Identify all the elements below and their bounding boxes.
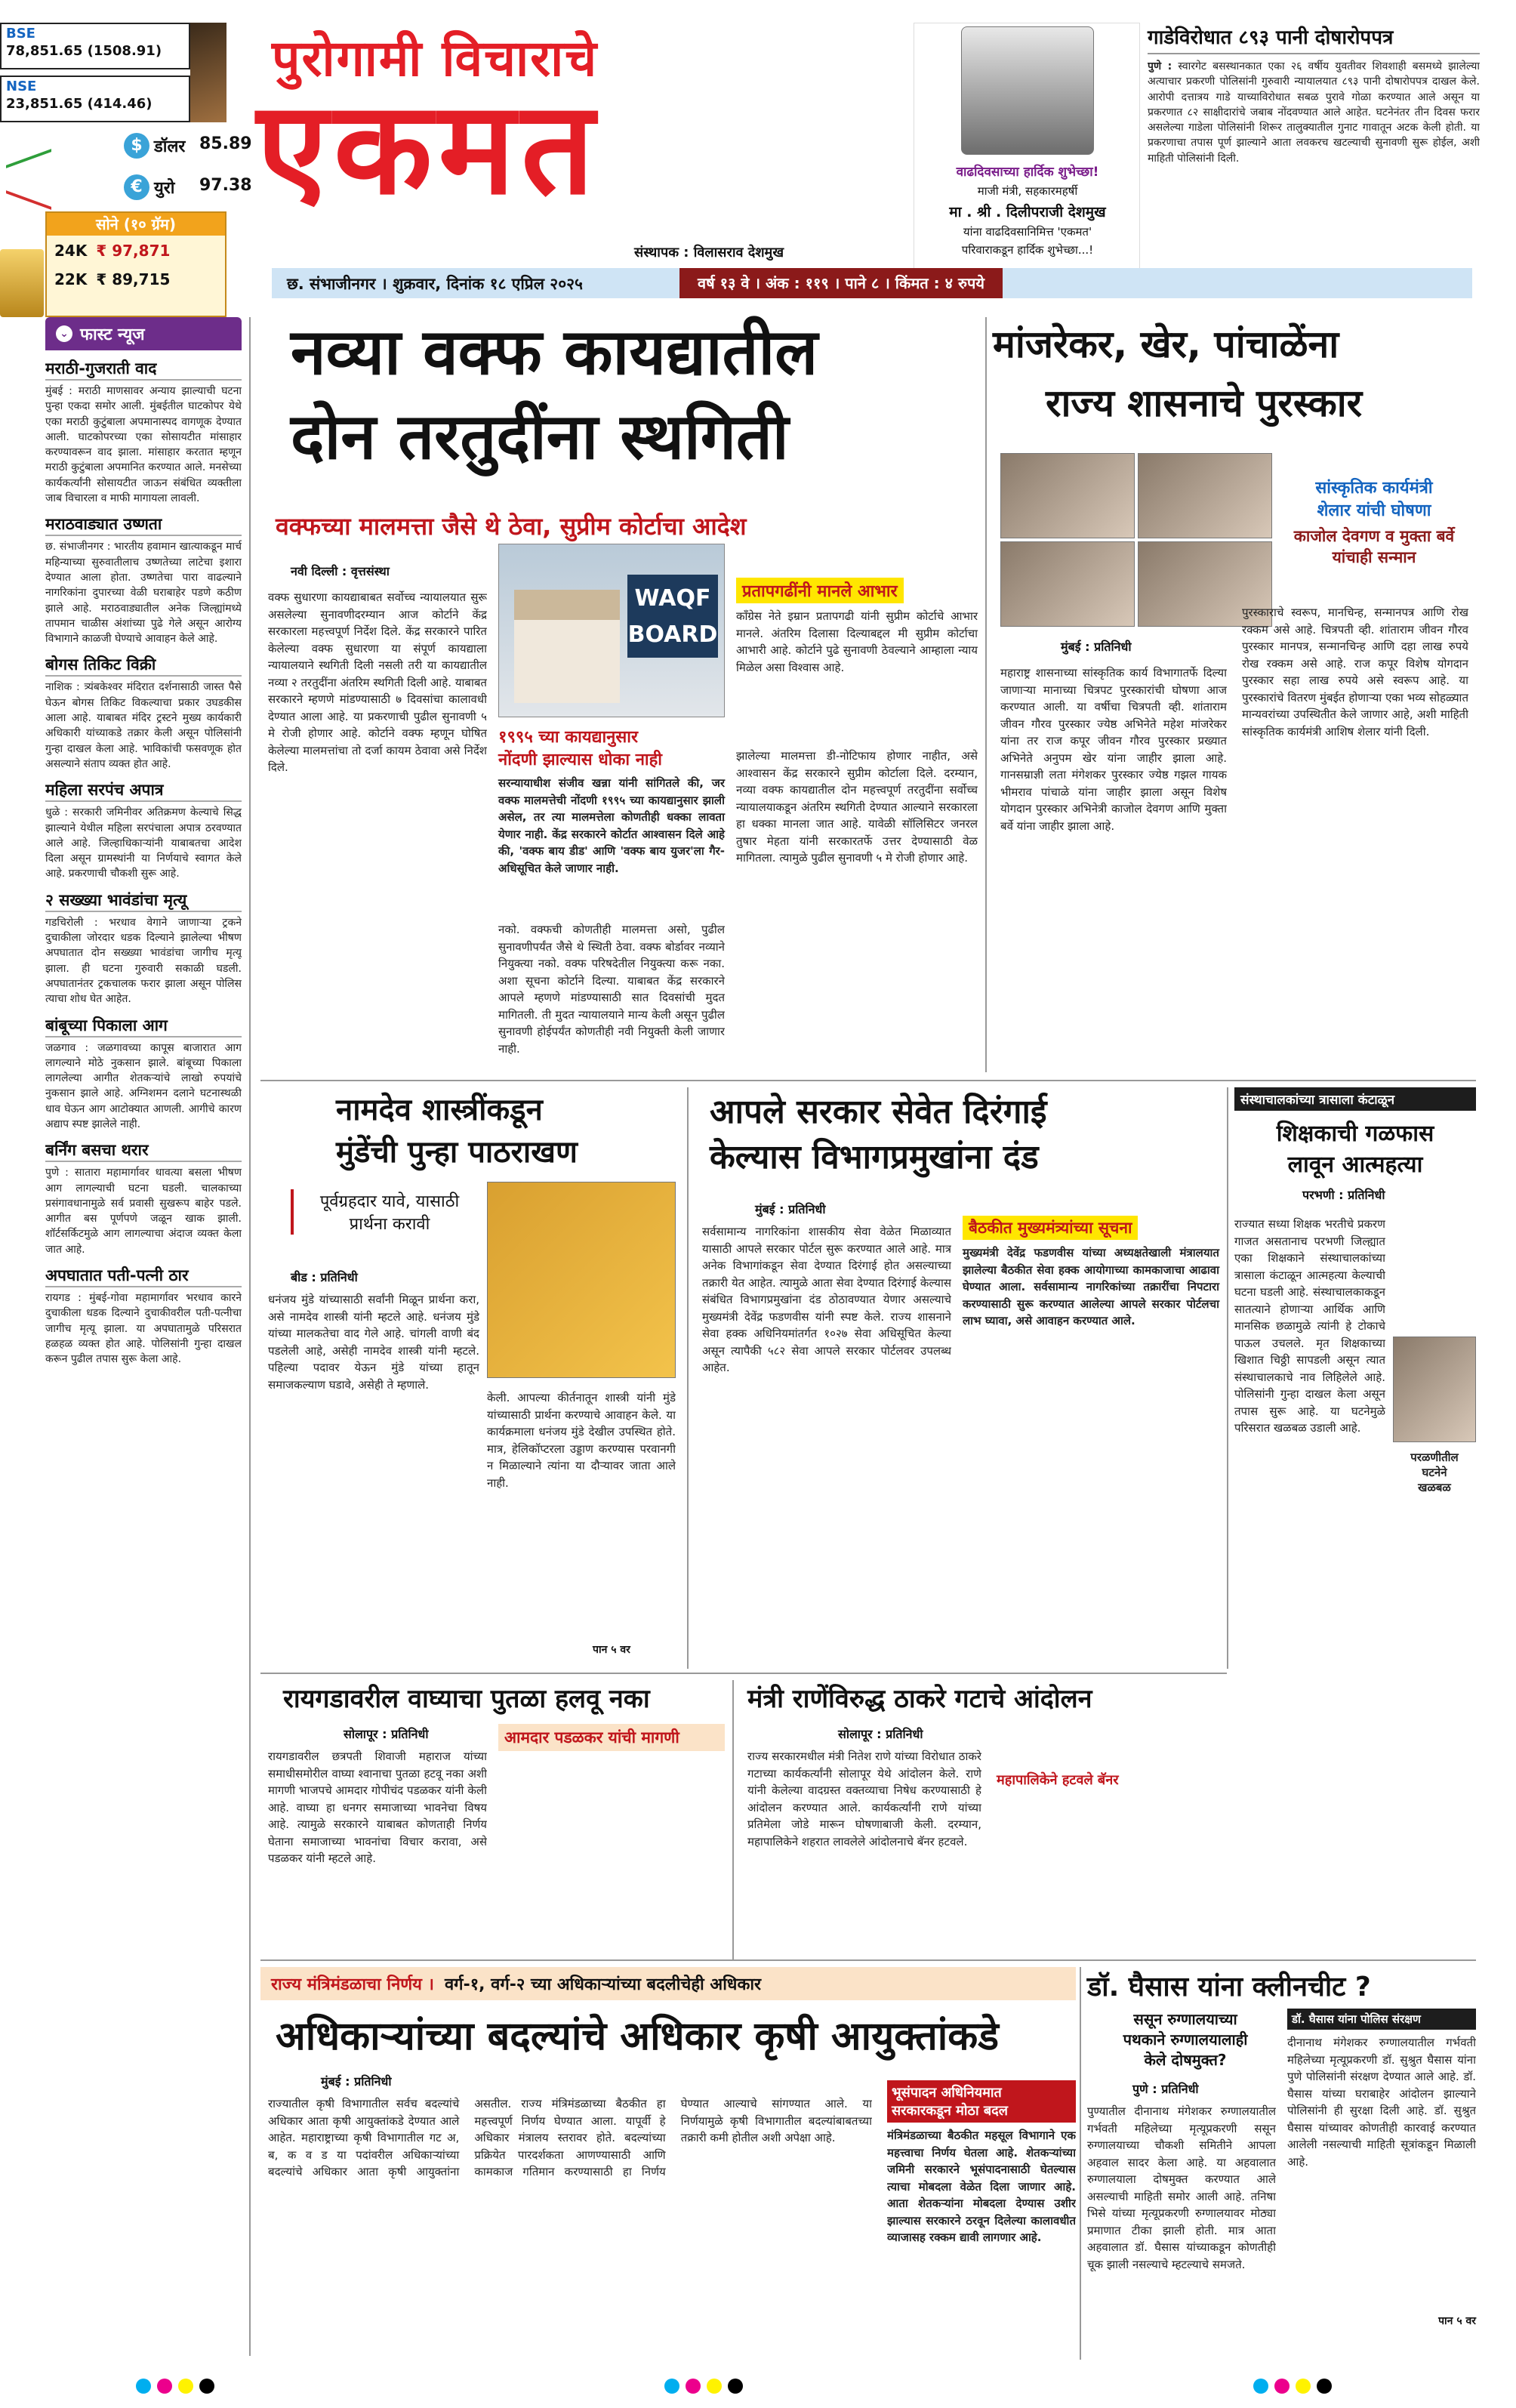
dollar-label: डॉलर: [154, 137, 186, 156]
divider: [687, 1087, 689, 1669]
ghaisas-subhead: [1087, 2009, 1283, 2070]
fast-news-item-title: बोगस तिकिट विक्री: [45, 654, 242, 677]
euro-icon: €: [124, 174, 149, 200]
top-right-text: स्वारगेट बसस्थानकात एका २६ वर्षीय युवतीवर शिवशाही बसमध्ये झालेल्या अत्याचार प्रकरणी पोलिसांनी गुरुवारी न्यायालयात ८९३ पानी दोषारोपपत्र दाखल केले. आरोपी दत्तात्रय गाडे याच्याविरोधात सबळ पुरावे गोळा करण्यात आले असून या प्रकरणात ८२ साक्षीदारांचे जबाब नोंदवण्यात आले आहेत. घटनेनंतर तीन दिवस फरार असलेल्या गाडेला पोलिसांनी शिरूर तालुक्यातील गुनाट गावातून अटक केली होती. या प्रकरणाचा तपास पूर्ण झाल्याने आता लवकरच खटल्याची सुनावणी सुरू होईल, अशी माहिती पोलिसांनी दिली.: [1148, 60, 1480, 165]
land-inset-title-1: भूसंपादन अधिनियमात: [892, 2085, 1002, 2101]
lead-inset-title-1: १९९५ च्या कायद्यानुसार: [498, 728, 638, 747]
fast-news-item: [45, 1139, 242, 1257]
land-inset: [887, 2080, 1076, 2352]
namdev-story: [260, 1087, 683, 1676]
teacher-caption-3: खळबळ: [1418, 1481, 1451, 1494]
teacher-kicker: संस्थाचालकांच्या त्रासाला कंटाळून: [1234, 1087, 1476, 1111]
chevron-down-icon: ⌄: [56, 325, 72, 342]
fast-news-item-text: धुळे : सरकारी जमिनीवर अतिक्रमण केल्याचे सिद्ध झाल्याने येथील महिला सरपंचाला अपात्र ठरवण्यात आले आहे. जिल्हाधिकाऱ्यांनी याबाबतचा आदेश दिला असून ग्रामस्थांनी या निर्णयाचे स्वागत केले आहे. प्रकरणाची चौकशी सुरू आहे.: [45, 806, 242, 880]
ghaisas-subhead-2: पथकाने रुग्णालयालाही: [1123, 2030, 1248, 2049]
masthead: [242, 23, 906, 264]
fast-news-list: [45, 350, 242, 1367]
registration-marks: [1253, 2379, 1332, 2394]
issue-info: वर्ष १३ वे । अंक : ११९ । पाने ८ । किंमत : ४ रुपये: [679, 268, 1003, 298]
rane-story: [740, 1680, 1223, 1959]
divider: [260, 1673, 1227, 1674]
cabinet-byline: मुंबई : प्रतिनिधी: [321, 2074, 392, 2089]
birthday-name: मा . श्री . दिलीपराजी देशमुख: [949, 204, 1106, 220]
service-story: [695, 1087, 1223, 1676]
awards-side-1: सांस्कृतिक कार्यमंत्री: [1315, 479, 1433, 498]
bse-box: [0, 23, 190, 69]
cabinet-text: राज्यातील कृषी विभागातील सर्वच बदल्यांचे अधिकार आता कृषी आयुक्तांकडे देण्यात आले आहेत. महाराष्ट्राच्या कृषी विभागातील गट अ, ब, क व ड या पदांवरील अधिकाऱ्यांच्या बदल्यांचे अधिकार आता कृषी आयुक्तांना असतील. राज्य मंत्रिमंडळाच्या बैठकीत हा महत्त्वपूर्ण निर्णय घेण्यात आला. यापूर्वी हे अधिकार मंत्रालय स्तरावर होते. बदल्यांच्या प्रक्रियेत पारदर्शकता आणण्यासाठी आणि कामकाज गतिमान करण्यासाठी हा निर्णय घेण्यात आल्याचे सांगण्यात आले. या निर्णयामुळे कृषी विभागातील बदल्यांबाबतच्या तक्रारी कमी होतील अशी अपेक्षा आहे.: [268, 2097, 872, 2178]
fast-news-item-title: मराठवाड्यात उष्णता: [45, 513, 242, 536]
namdev-col1: धनंजय मुंडे यांच्यासाठी सर्वांनी मिळून प्रार्थना करा, असे नामदेव शास्त्री यांनी म्हटले आहे. धनंजय मुंडे यांच्या मालकतेचा वाद गेले आहे. चांगली वाणी बंद पडलेली आहे, असेही नामदेव शास्त्री यांनी म्हटले. पहिल्या पदावर येऊन मुंडे यांच्या हातून समाजकल्याण घडावे, असेही ते म्हणाले.: [268, 1293, 479, 1392]
namdev-headline-1: नामदेव शास्त्रींकडून: [336, 1093, 543, 1127]
gold-24k-value: ₹ 97,871: [96, 242, 171, 260]
ghaisas-story: [1087, 1967, 1476, 2360]
raigad-text: रायगडावरील छत्रपती शिवाजी महाराज यांच्या समाधीसमोरील वाघ्या श्वानाचा पुतळा हटवू नका अशी मागणी भाजपचे आमदार गोपीचंद पडळकर यांनी केली आहे. वाघ्या हा धनगर समाजाच्या भावनेचा विषय आहे. त्यामुळे सरकारने याबाबत कोणताही निर्णय घेताना समाजाच्या भावनांचा विचार करावा, असे पडळकर यांनी म्हटले आहे.: [268, 1750, 487, 1865]
fast-news-item: [45, 1015, 242, 1133]
ghaisas-continued: पान ५ वर: [1438, 2315, 1476, 2327]
cabinet-kicker-text: वर्ग-१, वर्ग-२ च्या अधिकाऱ्यांच्या बदलीचेही अधिकार: [444, 1975, 762, 1994]
lead-headline-1: नव्या वक्फ कायद्यातील: [291, 315, 818, 389]
waqf-sign-text-1: WAQF: [634, 585, 711, 612]
birthday-line1: माजी मंत्री, सहकारमहर्षी: [977, 184, 1078, 198]
up-arrow-icon: [6, 125, 51, 168]
bse-value: 78,851.65 (1508.91): [6, 43, 162, 59]
service-text: सर्वसामान्य नागरिकांना शासकीय सेवा वेळेत मिळाव्यात यासाठी आपले सरकार पोर्टल सुरू करण्यात आले आहे. मात्र अनेक विभागांकडून सेवा देण्यात दिरंगाई होत असल्याच्या तक्रारी येत आहेत. त्यामुळे आता सेवा देण्यात दिरंगाई केल्यास संबंधित विभागप्रमुखांना दंड ठोठावण्यात येणार असल्याचे मुख्यमंत्री देवेंद्र फडणवीस यांनी स्पष्ट केले. राज्य शासनाने सेवा हक्क अधिनियमांतर्गत १०२७ सेवा अधिसूचित केल्या असून त्यापैकी ५८२ सेवा आपले सरकार पोर्टलवर उपलब्ध आहेत.: [702, 1225, 951, 1374]
rane-byline: सोलापूर : प्रतिनिधी: [838, 1727, 923, 1741]
euro-label: युरो: [154, 179, 175, 198]
bse-label: BSE: [6, 26, 35, 42]
gold-22k: [47, 266, 225, 293]
fast-news-item-text: मुंबई : मराठी माणसावर अन्याय झाल्याची घटना पुन्हा एकदा समोर आली. मुंबईतील घाटकोपर येथे एका मराठी कुटुंबाला अपमानास्पद वागणूक देण्यात आली. घाटकोपरच्या एका सोसायटीत मांसाहार करण्यावरून वाद झाला. मांसाहार करतात म्हणून मराठी कुटुंबाला अपमानित करण्यात आले. मनसेच्या कार्यकर्त्यांनी सोसायटीत जाऊन संबंधित व्यक्तीला जाब विचारला व माफी मागायला लावली.: [45, 385, 242, 505]
raigad-inset-title: आमदार पडळकर यांची मागणी: [498, 1724, 725, 1751]
awards-story: [993, 317, 1476, 1080]
awards-side-2: शेलार यांची घोषणा: [1317, 501, 1431, 520]
top-right-title: गाडेविरोधात ८९३ पानी दोषारोपपत्र: [1148, 23, 1480, 54]
awardee-photo: [1000, 453, 1135, 538]
fast-news-header: [45, 317, 242, 350]
service-headline-1: आपले सरकार सेवेत दिरंगाई: [710, 1093, 1047, 1131]
fast-news-item-title: अपघातात पती-पत्नी ठार: [45, 1265, 242, 1287]
masthead-tagline: पुरोगामी विचाराचे: [272, 29, 599, 88]
awards-byline: मुंबई : प्रतिनिधी: [1061, 640, 1132, 654]
ghaisas-headline: डॉ. घैसास यांना क्लीनचीट ?: [1087, 1972, 1371, 2003]
awards-col2: पुरस्काराचे स्वरूप, मानचिन्ह, सन्मानपत्र आणि रोख रक्कम असे आहे. चित्रपती व्ही. शांताराम जीवन गौरव पुरस्कार मानपत्र, सन्मानचिन्ह आणि दहा लाख रुपये रोख रक्कम असे आहे. राज कपूर विशेष योगदान पुरस्कार सहा लाख रुपये असे स्वरूप आहे. या पुरस्कारांचे वितरण मुंबईत होणाऱ्या एका भव्य सोहळ्यात मान्यवरांच्या उपस्थितीत केले जाणार आहे, अशी माहिती सांस्कृतिक कार्यमंत्री आशिष शेलार यांनी दिली.: [1242, 606, 1468, 738]
registration-marks: [136, 2379, 214, 2394]
market-panel: [0, 23, 252, 288]
euro-row: [0, 170, 252, 206]
cabinet-kicker-label: राज्य मंत्रिमंडळाचा निर्णय ।: [271, 1975, 434, 1994]
birthday-heading: वाढदिवसाच्या हार्दिक शुभेच्छा!: [956, 165, 1099, 180]
ghaisas-side-text: दीनानाथ मंगेशकर रुग्णालयातील गर्भवती महिलेच्या मृत्यूप्रकरणी डॉ. सुश्रुत घैसास यांना पुणे पोलिसांनी संरक्षण देण्यात आले आहे. डॉ. घैसास यांच्या घराबाहेर आंदोलन झाल्याने पोलिसांनी ही सुरक्षा दिली आहे. डॉ. सुश्रुत घैसास यांच्यावर कोणतीही कारवाई करण्यात आलेली नसल्याची माहिती सूत्रांकडून मिळाली आहे.: [1287, 2036, 1476, 2169]
dollar-value: 85.89: [199, 134, 252, 153]
lead-byline: नवी दिल्ली : वृत्तसंस्था: [291, 564, 390, 578]
court-building: [514, 590, 620, 703]
gold-label: सोने (१० ग्रॅम): [47, 213, 225, 236]
cm-box: [963, 1216, 1219, 1646]
awardee-photo: [1138, 453, 1272, 538]
lead-inset: [498, 725, 725, 914]
land-inset-title-2: सरकारकडून मोठा बदल: [892, 2103, 1008, 2119]
divider: [1080, 1967, 1081, 2360]
fast-news-item: [45, 1265, 242, 1367]
lead-col1: वक्फ सुधारणा कायद्याबाबत सर्वोच्च न्यायालयात सुरू असलेल्या सुनावणीदरम्यान आज कोर्टाने केंद्र सरकारला महत्त्वपूर्ण निर्देश दिले. केंद्र सरकारने पारित केलेल्या वक्फ सुधारणा या संपूर्ण कायद्याला न्यायालयाने स्थगिती दिली नसली तरी या कायद्यातील नव्या २ तरतुदींना अंतरिम स्थगिती दिली आहे. याबाबत सरकारने म्हणणे मांडण्यासाठी ७ दिवसांचा कालावधी देण्यात आला आहे. या प्रकरणाची पुढील सुनावणी ५ मे रोजी होणार आहे. कोर्टाने वक्फ म्हणून घोषित केलेल्या मालमत्तांचा तो दर्जा कायम ठेवावा असे निर्देश दिले.: [268, 590, 487, 774]
teacher-caption: [1393, 1450, 1476, 1495]
awards-side-3: काजोल देवगण व मुक्ता बर्वे: [1293, 527, 1455, 545]
land-inset-text: मंत्रिमंडळाच्या बैठकीत महसूल विभागाने एक महत्त्वाचा निर्णय घेतला आहे. शेतकऱ्यांच्या जमिनी सरकारने भूसंपादनासाठी घेतल्यास त्याचा मोबदला वेळेत दिला जाणार आहे. आता शेतकऱ्यांना मोबदला देण्यास उशीर झाल्यास सरकारने ठरवून दिलेल्या कालावधीत व्याजासह रक्कम द्यावी लागणार आहे.: [887, 2129, 1076, 2244]
divider: [260, 1959, 1476, 1961]
namdev-headline-2: मुंडेंची पुन्हा पाठराखण: [336, 1135, 578, 1170]
lead-subhead: वक्फच्या मालमत्ता जैसे थे ठेवा, सुप्रीम कोर्टाचा आदेश: [276, 512, 747, 541]
rane-inset-title: महापालिकेने हटवले बॅनर: [997, 1772, 1119, 1788]
awards-col1: महाराष्ट्र शासनाच्या सांस्कृतिक कार्य विभागातर्फे दिल्या जाणाऱ्या मानाच्या चित्रपट पुरस्कारांची घोषणा आज करण्यात आली. या वर्षीचा चित्रपती व्ही. शांताराम जीवन गौरव पुरस्कार ज्येष्ठ अभिनेते महेश मांजरेकर यांना तर राज कपूर जीवन गौरव पुरस्कार प्रख्यात अभिनेते अनुपम खेर यांना जाहीर झाला आहे. गानसम्राज्ञी लता मंगेशकर पुरस्कार ज्येष्ठ गझल गायक भीमराव पांचाळे यांना जाहीर झाला असून विशेष योगदान पुरस्कार अभिनेत्री काजोल देवगण आणि मुक्ता बर्वे यांना जाहीर झाला आहे.: [1000, 666, 1227, 833]
fast-news-item-title: महिला सरपंच अपात्र: [45, 779, 242, 802]
cm-text: मुख्यमंत्री देवेंद्र फडणवीस यांच्या अध्यक्षतेखाली मंत्रालयात झालेल्या बैठकीत सेवा हक्क आयोगाच्या कामकाजाचा आढावा घेण्यात आला. सर्वसामान्य नागरिकांच्या तक्रारींचा निपटारा करण्यासाठी सुरू करण्यात आलेल्या आपले सरकार पोर्टलचा लाभ घ्यावा, असे आवाहन करण्यात आले.: [963, 1246, 1219, 1327]
fast-news-item: [45, 779, 242, 881]
gold-22k-value: ₹ 89,715: [96, 270, 171, 288]
ghaisas-side: [1287, 2009, 1476, 2356]
raigad-headline: रायगडावरील वाघ्याचा पुतळा हलवू नका: [283, 1684, 650, 1714]
ghaisas-text: पुण्यातील दीनानाथ मंगेशकर रुग्णालयातील गर्भवती महिलेच्या मृत्यूप्रकरणी ससून रुग्णालयाच्या चौकशी समितीने आपला अहवाल सादर केला आहे. या अहवालात रुग्णालयाला दोषमुक्त करण्यात आले असल्याची माहिती समोर आली आहे. तनिषा भिसे यांच्या मृत्यूप्रकरणी रुग्णालयावर मोठ्या प्रमाणात टीका झाली होती. मात्र आता अहवालात डॉ. घैसास यांच्याकडून कोणतीही चूक झाली नसल्याचे म्हटल्याचे समजते.: [1087, 2104, 1276, 2271]
nse-box: [0, 76, 190, 122]
teacher-photo: [1393, 1337, 1476, 1442]
birthday-line3: परिवाराकडून हार्दिक शुभेच्छा...!: [961, 243, 1094, 257]
birthday-photo: [961, 26, 1094, 155]
birthday-line2: यांना वाढदिवसानिमित्त 'एकमत': [963, 225, 1092, 239]
rane-headline: मंत्री राणेंविरुद्ध ठाकरे गटाचे आंदोलन: [747, 1684, 1092, 1714]
fast-news-item-title: मराठी-गुजराती वाद: [45, 358, 242, 381]
gold-22k-label: 22K: [54, 270, 88, 288]
pratap-box: [736, 578, 978, 736]
namdev-subhead: [291, 1189, 479, 1235]
divider: [249, 317, 251, 2356]
fast-news-item-title: बांबूच्या पिकाला आग: [45, 1015, 242, 1038]
fast-news-item-title: बर्निंग बसचा थरार: [45, 1139, 242, 1162]
teacher-story: [1234, 1087, 1476, 1676]
fast-news-item-text: जळगाव : जळगावच्या कापूस बाजारात आग लागल्याने मोठे नुकसान झाले. बांबूच्या पिकाला लागलेल्या आगीत शेतकऱ्यांचे लाखो रुपयांचे नुकसान झाले आहे. अग्निशमन दलाने घटनास्थळी धाव घेऊन आग आटोक्यात आणली. आगीचे कारण अद्याप स्पष्ट झालेले नाही.: [45, 1041, 242, 1130]
namdev-subhead-2: प्रार्थना करावी: [349, 1215, 430, 1234]
lead-col3: झालेल्या मालमत्ता डी-नोटिफाय होणार नाहीत, असे आश्वासन केंद्र सरकारने सुप्रीम कोर्टाला दिले. दरम्यान, नव्या वक्फ कायद्यातील दोन महत्त्वपूर्ण तरतुदींना सर्वोच्च न्यायालयाकडून अंतरिम स्थगिती देण्यात आल्याने सरकारला हा धक्का मानला जात आहे. यावेळी सॉलिसिटर जनरल तुषार मेहता यांनी सरकारतर्फे उत्तर देण्यासाठी वेळ मागितला. त्यामुळे पुढील सुनावणी ५ मे रोजी होणार आहे.: [736, 749, 978, 865]
namdev-subhead-1: पूर्वग्रहदार यावे, यासाठी: [319, 1192, 460, 1211]
raigad-inset: [498, 1724, 725, 1751]
top-right-story: [1148, 23, 1480, 264]
raigad-story: [260, 1680, 729, 1959]
fast-news-item-text: नाशिक : त्र्यंबकेश्वर मंदिरात दर्शनासाठी जास्त पैसे घेऊन बोगस तिकिट विकल्याचा प्रकार उघडकीस आला आहे. याबाबत मंदिर ट्रस्टने मुख्य कार्यकारी अधिकारी यांच्याकडे तक्रार केली असून पोलिसांनी गुन्हा दाखल केला आहे. भाविकांची फसवणूक होत असल्याने संताप व्यक्त होत आहे.: [45, 681, 242, 770]
divider: [260, 1080, 1476, 1081]
cabinet-story: [260, 1967, 1076, 2360]
gold-box: [45, 211, 226, 317]
dollar-row: [0, 128, 252, 165]
teacher-byline: परभणी : प्रतिनिधी: [1302, 1188, 1385, 1202]
ghaisas-subhead-1: ससून रुग्णालयाच्या: [1133, 2010, 1237, 2028]
raigad-byline: सोलापूर : प्रतिनिधी: [344, 1727, 429, 1741]
teacher-headline-2: लावून आत्महत्या: [1287, 1152, 1423, 1178]
bull-image: [190, 23, 226, 122]
fast-news-column: [45, 317, 242, 2356]
fast-news-item: [45, 654, 242, 772]
pratap-text: काँग्रेस नेते इम्रान प्रतापगढी यांनी सुप्रीम कोर्टाचे आभार मानले. अंतरिम दिलासा दिल्याबद्दल मी सुप्रीम कोर्टाचा आभारी आहे. कोर्टाने पुढे सुनावणी ठेवल्याने आम्हाला न्याय मिळेल असा विश्वास आहे.: [736, 609, 978, 674]
fast-news-item: [45, 358, 242, 506]
pratap-title: प्रतापगढींनी मानले आभार: [736, 578, 904, 603]
ghaisas-subhead-3: केले दोषमुक्त?: [1144, 2051, 1227, 2069]
top-right-dateline: पुणे :: [1148, 60, 1172, 72]
fast-news-item-text: पुणे : सातारा महामार्गावर धावत्या बसला भीषण आग लागल्याची घटना घडली. चालकाच्या प्रसंगावधानामुळे सर्व प्रवासी सुखरूप बाहेर पडले. आगीत बस पूर्णपणे जळून खाक झाली. शॉर्टसर्किटमुळे आग लागल्याचा अंदाज व्यक्त केला जात आहे.: [45, 1167, 242, 1256]
waqf-image: [498, 544, 725, 717]
nse-label: NSE: [6, 79, 37, 94]
nse-value: 23,851.65 (414.46): [6, 96, 153, 112]
down-arrow-icon: [6, 166, 51, 210]
lead-col2: नको. वक्फची कोणतीही मालमत्ता असो, पुढील सुनावणीपर्यंत जैसे थे स्थिती ठेवा. वक्फ बोर्डावर नव्याने नियुक्त्या नको. वक्फ परिषदेतील नियुक्त्या करू नका. अशा सूचना कोर्टाने दिल्या. याबाबत केंद्र सरकारने आपले म्हणणे मांडण्यासाठी सात दिवसांची मुदत मागितली. ती मुदत न्यायालयाने मान्य केली असून पुढील सुनावणी होईपर्यंत कोणतीही नवी नियुक्ती केली जाणार नाही.: [498, 923, 725, 1056]
lead-inset-text: सरन्यायाधीश संजीव खन्ना यांनी सांगितले की, जर वक्फ मालमत्तेची नोंदणी १९९५ च्या कायद्यानुसार झाली असेल, तर त्या मालमत्तेला कोणतीही धक्का लावता येणार नाही. केंद्र सरकारने कोर्टात आश्वासन दिले आहे की, 'वक्फ बाय डीड' आणि 'वक्फ बाय युजर'ला गैर-अधिसूचित केले जाणार नाही.: [498, 776, 725, 875]
waqf-sign: [627, 575, 718, 658]
gold-24k-label: 24K: [54, 242, 88, 260]
masthead-title: एकमत: [257, 74, 601, 224]
awards-side-box: [1280, 476, 1468, 597]
fast-news-item-text: छ. संभाजीनगर : भारतीय हवामान खात्याकडून मार्च महिन्याच्या सुरुवातीलाच उष्णतेच्या लाटेचा इशारा देण्यात आला होता. उष्णतेचा पारा वाढल्याने नागरिकांना दुपारच्या वेळी घराबाहेर पडणे कठीण झाले आहे. मराठवाड्यातील अनेक जिल्ह्यांमध्ये तापमान चाळीस अंशांच्या पुढे गेले असून आरोग्य विभागाने काळजी घेण्याचे आवाहन केले आहे.: [45, 541, 242, 646]
fast-news-item: [45, 890, 242, 1007]
teacher-caption-2: घटनेने: [1422, 1466, 1447, 1479]
dollar-icon: $: [124, 133, 149, 159]
awardee-photos: [1000, 453, 1272, 627]
namdev-col2: केली. आपल्या कीर्तनातून शास्त्री यांनी मुंडे यांच्यासाठी प्रार्थना करण्याचे आवाहन केले. या कार्यक्रमाला धनंजय मुंडे देखील उपस्थित होते. मात्र, हेलिकॉप्टरला उड्डाण करण्यास परवानगी न मिळाल्याने त्यांना या दौऱ्यावर जाता आले नाही.: [487, 1391, 676, 1490]
lead-story: [260, 317, 985, 1080]
fast-news-item-text: रायगड : मुंबई-गोवा महामार्गावर भरधाव कारने दुचाकीला धडक दिल्याने दुचाकीवरील पती-पत्नीचा जागीच मृत्यू झाला. या अपघातामुळे परिसरात हळहळ व्यक्त होत आहे. पोलिसांनी गुन्हा दाखल करून पुढील तपास सुरू केला आहे.: [45, 1292, 242, 1366]
awardee-photo: [1000, 541, 1135, 627]
namdev-continued: पान ५ वर: [593, 1644, 630, 1656]
teacher-headline-1: शिक्षकाची गळफास: [1276, 1121, 1434, 1147]
cm-title: बैठकीत मुख्यमंत्र्यांच्या सूचना: [963, 1216, 1138, 1240]
dateline-bar: [272, 268, 1472, 298]
ghaisas-side-title: डॉ. घैसास यांना पोलिस संरक्षण: [1287, 2009, 1476, 2030]
lead-inset-title-2: नोंदणी झाल्यास धोका नाही: [498, 751, 662, 769]
land-inset-title: [887, 2080, 1076, 2123]
awards-headline-2: राज्य शासनाचे पुरस्कार: [1046, 381, 1363, 425]
teacher-caption-1: परळणीतील: [1410, 1451, 1459, 1464]
service-byline: मुंबई : प्रतिनिधी: [755, 1202, 826, 1216]
registration-marks: [664, 2379, 743, 2394]
namdev-byline: बीड : प्रतिनिधी: [291, 1270, 358, 1284]
waqf-sign-text-2: BOARD: [627, 621, 718, 648]
lead-headline-2: दोन तरतुदींना स्थगिती: [291, 399, 789, 473]
cabinet-headline: अधिकाऱ्यांच्या बदल्यांचे अधिकार कृषी आयुक्तांकडे: [276, 2014, 999, 2059]
gold-24k: [47, 236, 225, 266]
dateline-text: छ. संभाजीनगर । शुक्रवार, दिनांक १८ एप्रिल २०२५: [287, 275, 583, 293]
awards-headline-1: मांजरेकर, खेर, पांचाळेंना: [993, 322, 1339, 366]
namdev-photo: [487, 1182, 676, 1378]
fast-news-item: [45, 513, 242, 646]
divider: [985, 317, 987, 1072]
divider: [1227, 1087, 1228, 1669]
euro-value: 97.38: [199, 176, 252, 195]
service-headline-2: केल्यास विभागप्रमुखांना दंड: [710, 1138, 1039, 1176]
ghaisas-byline: पुणे : प्रतिनिधी: [1132, 2082, 1199, 2096]
fast-news-item-title: २ सख्ख्या भावंडांचा मृत्यू: [45, 890, 242, 912]
fast-news-item-text: गडचिरोली : भरधाव वेगाने जाणाऱ्या ट्रकने दुचाकीला जोरदार धडक दिल्याने झालेल्या भीषण अपघातात दोन सख्ख्या भावंडांचा जागीच मृत्यू झाला. ही घटना गुरुवारी सकाळी घडली. अपघातानंतर ट्रकचालक फरार झाला असून पोलिस त्याचा शोध घेत आहेत.: [45, 916, 242, 1006]
divider: [732, 1680, 734, 1959]
birthday-ad: [914, 23, 1140, 272]
masthead-founder: संस्थापक : विलासराव देशमुख: [634, 245, 784, 261]
fast-news-title: फास्ट न्यूज: [80, 325, 145, 344]
rane-text: राज्य सरकारमधील मंत्री नितेश राणे यांच्या विरोधात ठाकरे गटाच्या कार्यकर्त्यांनी सोलापूर येथे आंदोलन केले. राणे यांनी केलेल्या वादग्रस्त वक्तव्याचा निषेध करण्यासाठी हे आंदोलन करण्यात आले. कार्यकर्त्यांनी राणे यांच्या प्रतिमेला जोडे मारून घोषणाबाजी केली. दरम्यान, महापालिकेने शहरात लावलेले आंदोलनाचे बॅनर हटवले.: [747, 1750, 981, 1848]
awards-side-4: यांचाही सन्मान: [1332, 548, 1416, 566]
cabinet-kicker-bar: [260, 1967, 1076, 2000]
gold-bars-image: [0, 249, 44, 317]
teacher-text: राज्यात सध्या शिक्षक भरतीचे प्रकरण गाजत असतानाच परभणी जिल्ह्यात एका शिक्षकाने संस्थाचालकांच्या त्रासाला कंटाळून आत्महत्या केल्याची घटना घडली आहे. संस्थाचालकाकडून सातत्याने होणाऱ्या आर्थिक आणि मानसिक छळामुळे त्यांनी हे टोकाचे पाऊल उचलले. मृत शिक्षकाच्या खिशात चिठ्ठी सापडली असून त्यात संस्थाचालकाचे नाव लिहिलेले आहे. पोलिसांनी गुन्हा दाखल केला असून तपास सुरू आहे. या घटनेमुळे परिसरात खळबळ उडाली आहे.: [1234, 1217, 1385, 1435]
